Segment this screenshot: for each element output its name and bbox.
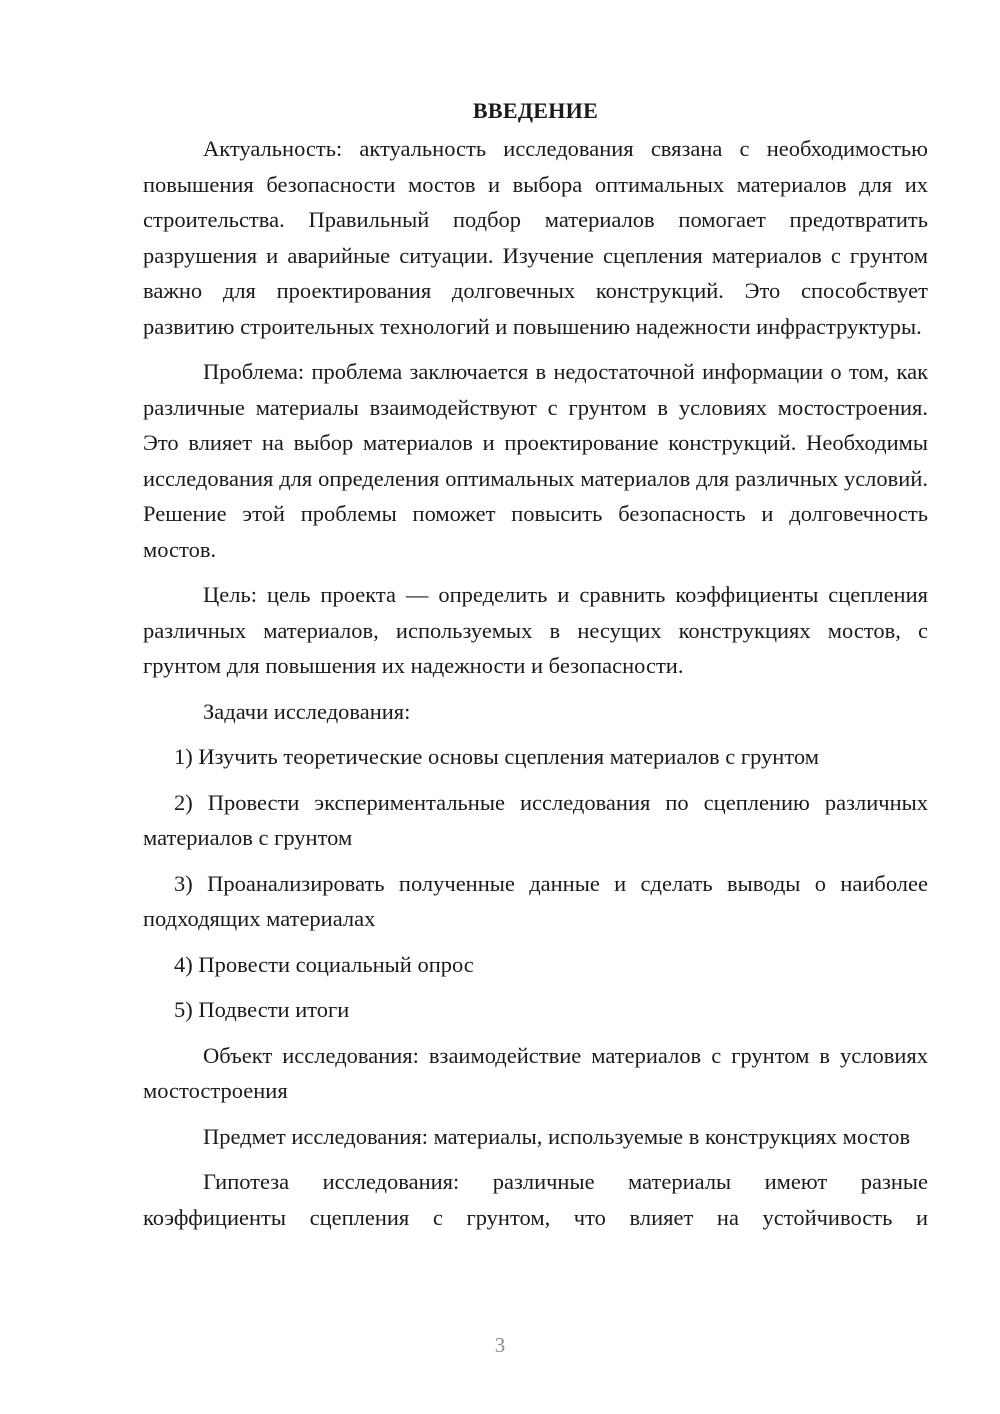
task-item: 3) Проанализировать полученные данные и сделать выводы о наиболее подходящих материалах xyxy=(143,870,928,931)
paragraph-problem: Проблема: проблема заключается в недостаточной информации о том, как различные материалы взаимодействуют с грунтом в условиях мостостроения. Это влияет на выбор материалов и проектирование конструкций. Необходимы исследования для определения оптимальных материалов для различных условий. Решение этой проблемы поможет повысить безопасность и долговечность мостов. xyxy=(143,359,928,562)
page-number: 3 xyxy=(494,1333,506,1357)
task-item: 4) Провести социальный опрос xyxy=(174,951,474,977)
section-title: ВВЕДЕНИЕ xyxy=(472,98,599,123)
paragraph-hypothesis: Гипотеза исследования: различные материалы имеют разные коэффициенты сцепления с грунтом, что влияет на устойчивость и xyxy=(143,1169,928,1230)
document-page xyxy=(143,95,928,1245)
task-item: 2) Провести экспериментальные исследования по сцеплению различных материалов с грунтом xyxy=(143,789,928,850)
task-item: 1) Изучить теоретические основы сцепления материалов с грунтом xyxy=(174,744,819,769)
tasks-heading: Задачи исследования: xyxy=(203,698,411,724)
paragraph-object: Объект исследования: взаимодействие материалов с грунтом в условиях мостостроения xyxy=(143,1042,928,1103)
paragraph-relevance: Актуальность: актуальность исследования связана с необходимостью повышения безопасности мостов и выбора оптимальных материалов для их строительства. Правильный подбор материалов помогает предотвратить разрушения и аварийные ситуации. Изучение сцепления материалов с грунтом важно для проектирования долговечных конструкций. Это способствует развитию строительных технологий и повышению надежности инфраструктуры. xyxy=(143,136,928,339)
task-item: 5) Подвести итоги xyxy=(174,997,350,1022)
paragraph-goal: Цель: цель проекта — определить и сравнить коэффициенты сцепления различных материалов, используемых в несущих конструкциях мостов, с грунтом для повышения их надежности и безопасности. xyxy=(143,582,928,678)
paragraph-subject: Предмет исследования: материалы, используемые в конструкциях мостов xyxy=(203,1123,911,1149)
